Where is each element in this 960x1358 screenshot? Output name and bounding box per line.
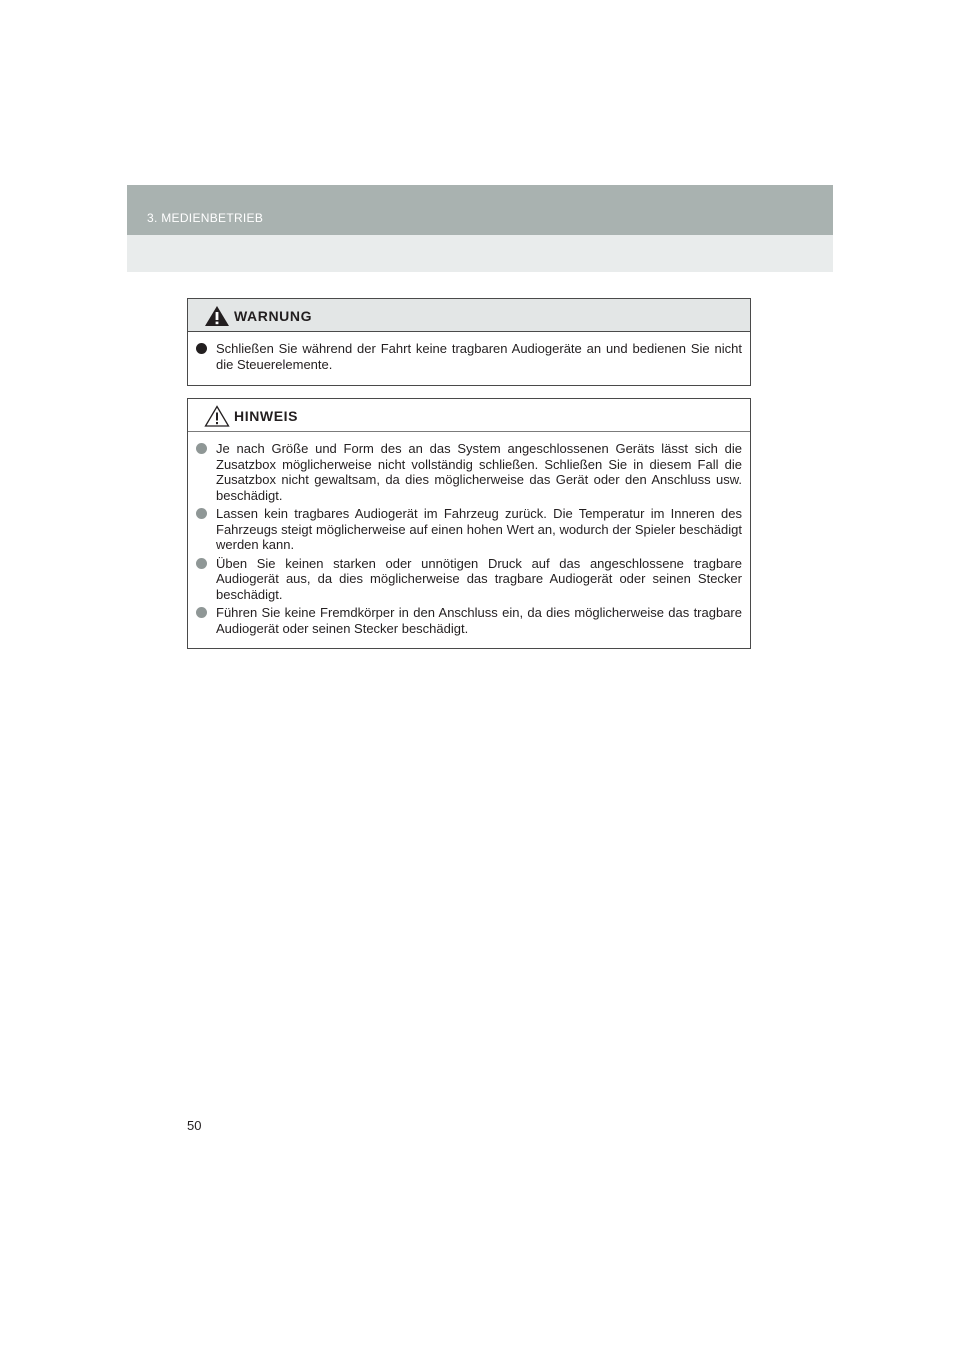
notice-title: HINWEIS — [234, 408, 299, 424]
notice-item-text: Je nach Größe und Form des an das System angeschlossenen Geräts lässt sich die Zusatzbox möglicherweise nicht vollständig schließen. Schließen Sie in diesem Fall die Zusatzbox nicht gewaltsam, da dies möglicherweise das Gerät oder den Anschluss usw. beschädigt. — [216, 441, 742, 503]
warning-title: WARNUNG — [234, 308, 313, 324]
warning-outline-icon — [204, 405, 230, 427]
bullet-dot — [196, 607, 207, 618]
warning-filled-icon — [204, 305, 230, 327]
notice-item — [194, 556, 742, 603]
section-label: 3. MEDIENBETRIEB — [147, 211, 264, 225]
warning-box — [187, 298, 751, 386]
header-bar — [127, 185, 833, 235]
warning-item-text: Schließen Sie während der Fahrt keine tragbaren Audiogeräte an und bedienen Sie nicht die Steuerelemente. — [216, 341, 742, 372]
warning-item — [194, 341, 742, 372]
notice-item — [194, 441, 742, 503]
bullet-dot — [196, 508, 207, 519]
notice-box-header — [188, 399, 750, 432]
warning-box-header — [188, 299, 750, 332]
bullet-dot — [196, 558, 207, 569]
notice-item-text: Führen Sie keine Fremdkörper in den Anschluss ein, da dies möglicherweise das tragbare Audiogerät oder seinen Stecker beschädigt. — [216, 605, 742, 636]
notice-box — [187, 398, 751, 649]
warning-box-body — [188, 332, 750, 372]
notice-box-body — [188, 432, 750, 636]
notice-item — [194, 506, 742, 553]
bullet-dot — [196, 443, 207, 454]
page-number: 50 — [187, 1118, 202, 1133]
bullet-dot — [196, 343, 207, 354]
notice-item-text: Lassen kein tragbares Audiogerät im Fahrzeug zurück. Die Temperatur im Inneren des Fahrzeugs steigt möglicherweise auf einen hohen Wert an, wodurch der Spieler beschädigt werden kann. — [216, 506, 742, 552]
notice-item-text: Üben Sie keinen starken oder unnötigen Druck auf das angeschlossene tragbare Audiogerät aus, da dies möglicherweise das tragbare Audiogerät oder seinen Stecker beschädigt. — [216, 555, 742, 602]
notice-item — [194, 605, 742, 636]
header-subbar — [127, 235, 833, 272]
